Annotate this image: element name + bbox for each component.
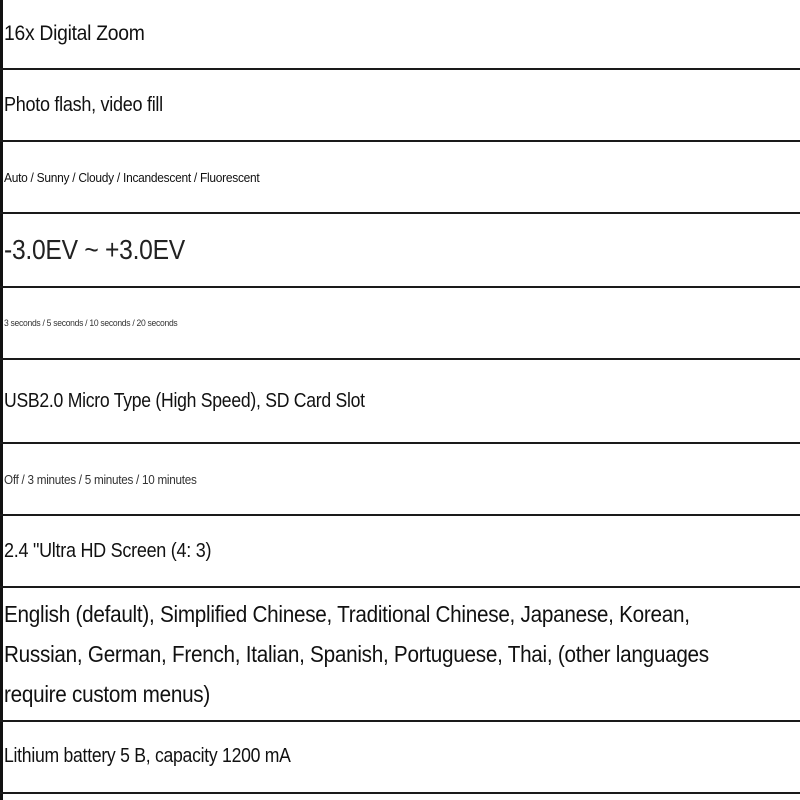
spec-value: USB2.0 Micro Type (High Speed), SD Card Slot [4,389,365,412]
spec-row-flash [0,70,800,140]
spec-row-self-timer [0,288,800,358]
spec-value: 3 seconds / 5 seconds / 10 seconds / 20 seconds [4,318,178,328]
spec-row-auto-off [0,444,800,514]
spec-row-battery [0,722,800,790]
spec-value: Off / 3 minutes / 5 minutes / 10 minutes [4,471,197,487]
row-divider [0,792,800,794]
spec-value: 2.4 "Ultra HD Screen (4: 3) [4,539,212,562]
spec-row-digital-zoom [0,0,800,68]
spec-value: Lithium battery 5 B, capacity 1200 mA [4,744,291,767]
spec-row-exposure [0,214,800,286]
spec-value: -3.0EV ~ +3.0EV [4,234,185,265]
spec-row-screen [0,516,800,586]
spec-row-white-balance [0,142,800,212]
spec-value: Photo flash, video fill [4,93,163,116]
spec-value: 16x Digital Zoom [4,22,145,45]
spec-row-interface [0,360,800,442]
spec-value: English (default), Simplified Chinese, Traditional Chinese, Japanese, Korean, Russian, German, French, Italian, Spanish, Portuguese, Thai, (other languages require custom menus) [4,601,709,707]
spec-value: Auto / Sunny / Cloudy / Incandescent / Fluorescent [4,169,260,185]
spec-row-languages [0,588,800,720]
